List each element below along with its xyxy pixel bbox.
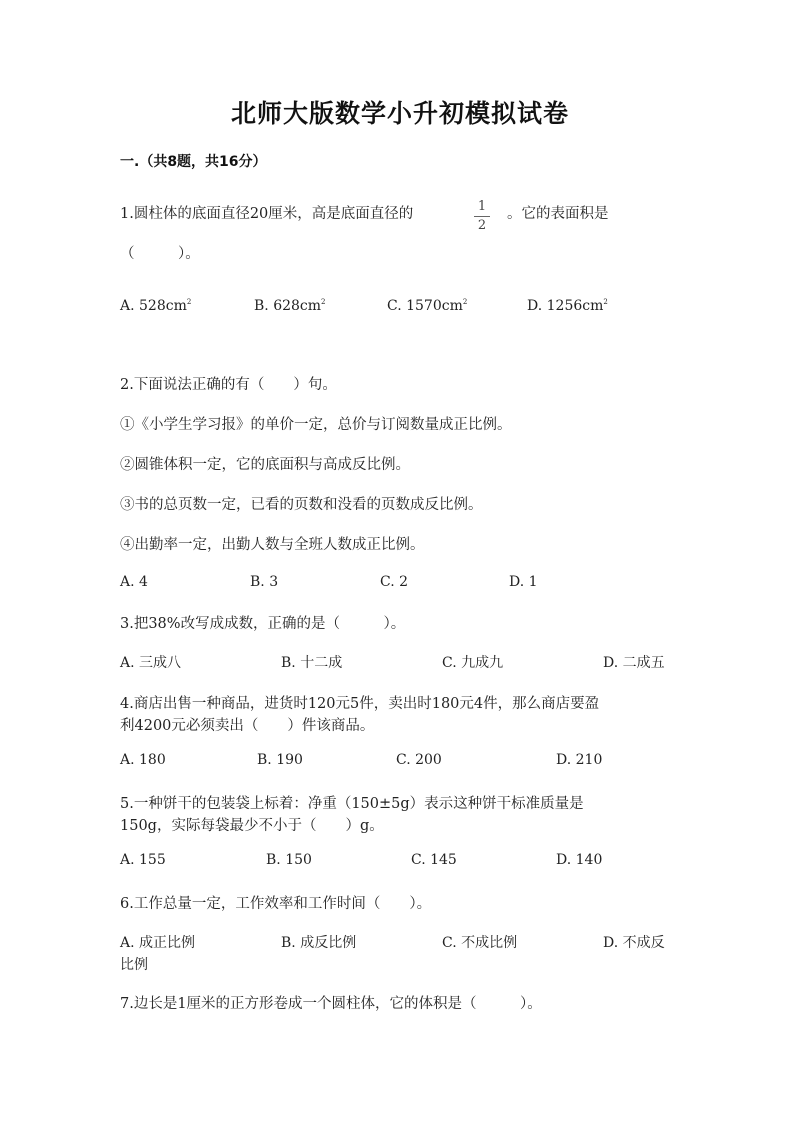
q3-stem: 3.把38%改写成成数，正确的是（ ）。 [120, 616, 406, 632]
q1-option-c[interactable] [387, 298, 467, 314]
q1-option-a[interactable] [120, 298, 191, 314]
q5-option-a[interactable]: A. 155 [120, 852, 166, 868]
q5-option-d[interactable]: D. 140 [556, 852, 603, 868]
q4-option-d[interactable]: D. 210 [556, 752, 603, 768]
q6-option-a[interactable]: A. 成正比例 [120, 935, 196, 951]
q2-statement-4: ④出勤率一定，出勤人数与全班人数成正比例。 [120, 537, 425, 553]
q6-stem: 6.工作总量一定，工作效率和工作时间（ ）。 [120, 896, 432, 912]
q1-fraction-denominator: 2 [477, 218, 487, 233]
q1-option-c-label: C. 1570cm [387, 298, 463, 314]
q5-option-b[interactable]: B. 150 [266, 852, 312, 868]
q1-option-d[interactable] [527, 298, 608, 314]
q2-stem: 2.下面说法正确的有（ ）句。 [120, 377, 337, 393]
q2-statement-3: ③书的总页数一定，已看的页数和没看的页数成反比例。 [120, 497, 483, 513]
q1-option-b[interactable] [254, 298, 326, 314]
q6-option-b[interactable]: B. 成反比例 [281, 935, 357, 951]
q3-option-b[interactable]: B. 十二成 [281, 655, 343, 671]
q1-stem-before: 1.圆柱体的底面直径20厘米，高是底面直径的 [120, 206, 414, 222]
q6-option-d[interactable]: D. 不成反 [603, 935, 665, 951]
q1-option-d-label: D. 1256cm [527, 298, 604, 314]
q1-option-c-unit-sup: 2 [462, 298, 468, 306]
section-heading: 一.（共8题，共16分） [120, 154, 267, 170]
q1-option-a-label: A. 528cm [120, 298, 187, 314]
q1-fraction [474, 199, 490, 234]
q1-stem [120, 202, 413, 223]
q4-option-b[interactable]: B. 190 [257, 752, 303, 768]
q1-stem-after: 。它的表面积是 [507, 206, 609, 222]
q6-option-d-wrap: 比例 [120, 957, 148, 973]
q5-stem-line-2: 150g，实际每袋最少不小于（ ）g。 [120, 818, 384, 834]
q4-stem-line-1: 4.商店出售一种商品，进货时120元5件，卖出时180元4件，那么商店要盈 [120, 696, 600, 712]
q4-stem-line-2: 利4200元必须卖出（ ）件该商品。 [120, 718, 375, 734]
q2-option-d[interactable]: D. 1 [509, 574, 538, 590]
q1-option-d-unit-sup: 2 [603, 298, 608, 306]
q1-blank-line: （ ）。 [120, 246, 200, 262]
q5-option-c[interactable]: C. 145 [411, 852, 457, 868]
q5-stem-line-1: 5.一种饼干的包装袋上标着：净重（150±5g）表示这种饼干标准质量是 [120, 796, 584, 812]
q1-fraction-numerator: 1 [477, 199, 487, 214]
q1-option-b-label: B. 628cm [254, 298, 322, 314]
exam-title: 北师大版数学小升初模拟试卷 [230, 99, 569, 128]
q2-option-a[interactable]: A. 4 [120, 574, 148, 590]
q2-option-b[interactable]: B. 3 [250, 574, 279, 590]
q1-fraction-bar [474, 216, 490, 217]
q4-option-c[interactable]: C. 200 [396, 752, 442, 768]
q2-option-c[interactable]: C. 2 [380, 574, 409, 590]
q1-option-b-unit-sup: 2 [321, 298, 326, 306]
q2-statement-2: ②圆锥体积一定，它的底面积与高成反比例。 [120, 457, 410, 473]
q3-option-a[interactable]: A. 三成八 [120, 655, 182, 671]
q7-stem: 7.边长是1厘米的正方形卷成一个圆柱体，它的体积是（ ）。 [120, 996, 542, 1012]
q6-option-c[interactable]: C. 不成比例 [442, 935, 518, 951]
q2-statement-1: ①《小学生学习报》的单价一定，总价与订阅数量成正比例。 [120, 417, 512, 433]
q3-option-c[interactable]: C. 九成九 [442, 655, 504, 671]
q3-option-d[interactable]: D. 二成五 [603, 655, 665, 671]
q4-option-a[interactable]: A. 180 [120, 752, 166, 768]
q1-option-a-unit-sup: 2 [186, 298, 192, 306]
